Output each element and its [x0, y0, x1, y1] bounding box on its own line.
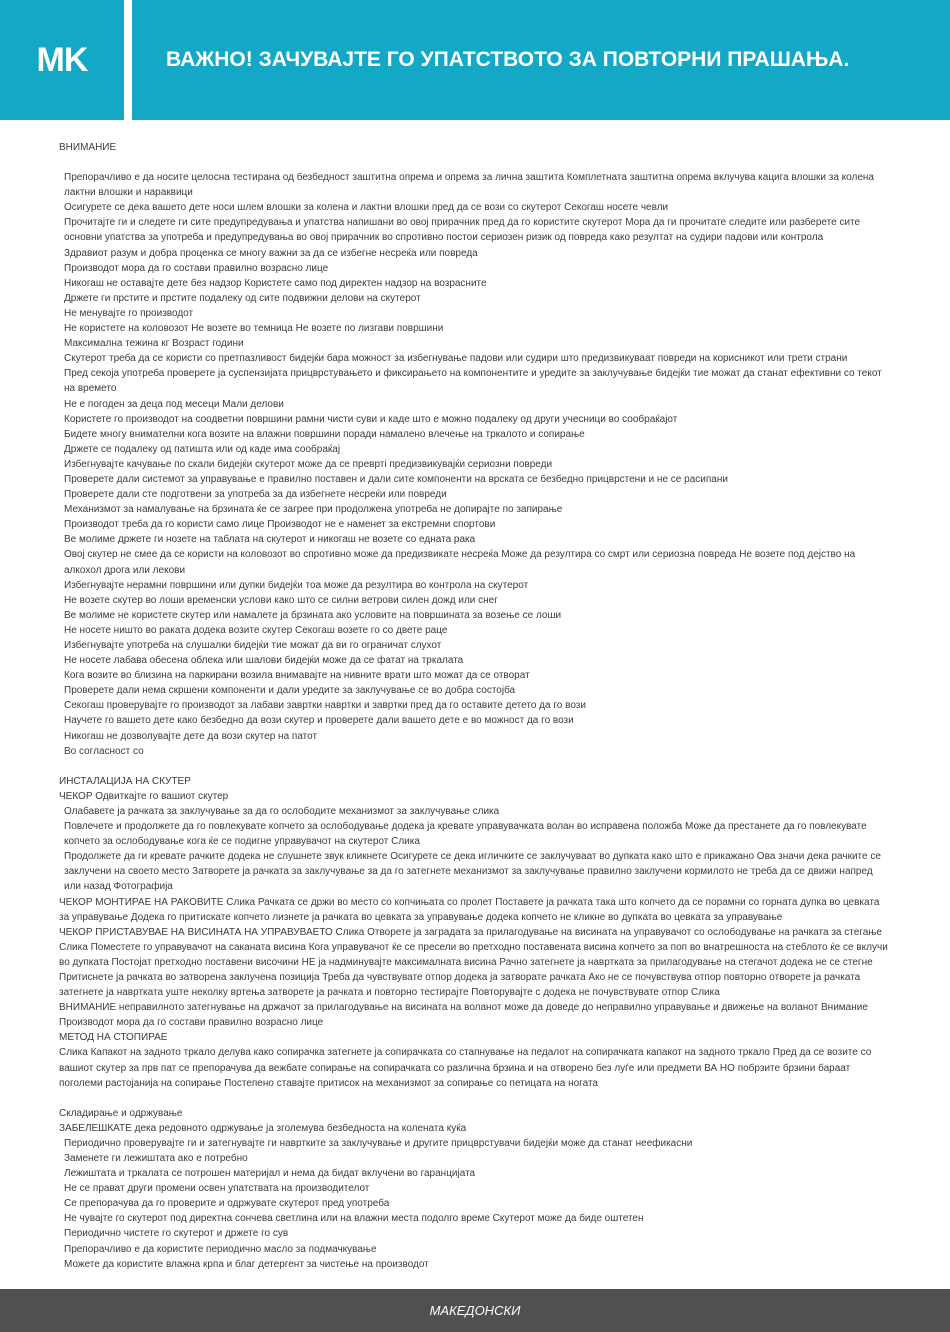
warning-item: Не носете лабава обесена облека или шалови бидејќи може да се фатат на тркалата [64, 655, 464, 667]
warning-item: Проверете дали системот за управување е правилно поставен и дали сите компоненти на врската се безбедно прицврстени и не се расипани [64, 473, 728, 485]
storage-item: Лежиштата и тркалата се потрошен материјал и нема да бидат вклучени во гаранцијата [64, 1168, 476, 1180]
warning-item: Механизмот за намалување на брзината ќе се загрее при продолжена употреба не допирајте по запирање [64, 504, 563, 516]
storage-item: Не чувајте го скутерот под директна сончева светлина или на влажни места подолго време Скутерот може да биде оштетен [64, 1213, 644, 1225]
warning-item: Не носете ништо во раката додека возите скутер Секогаш возете го со двете раце [64, 624, 448, 636]
warning-item: Проверете дали нема скршени компоненти и дали уредите за заклучување се во добра состојба [64, 685, 516, 697]
warning-item: Не користете на коловозот Не возете во темница Не возете по лизгави површини [64, 323, 444, 335]
warning-item: Производот треба да го користи само лице Производот не е наменет за екстремни спортови [64, 519, 496, 531]
warning-item: Ве молиме држете ги нозете на таблата на скутерот и никогаш не возете со едната рака [64, 534, 476, 546]
installation-heading: ИНСТАЛАЦИЈА НА СКУТЕР [59, 775, 191, 787]
warning-item: Во согласност со [64, 745, 144, 757]
warning-item: Не е погоден за деца под месеци Мали делови [64, 398, 284, 410]
storage-heading: Складирање и одржување [59, 1107, 183, 1119]
warning-item: Не возете скутер во лоши временски услови како што се силни ветрови силен дожд или снег [64, 594, 498, 606]
installation-line: МЕТОД НА СТОПИРАЕ [59, 1032, 168, 1044]
warning-item: Користете го производот на соодветни површини рамни чисти суви и каде што е можно подалеку од други учесници во сообраќајот [64, 413, 678, 425]
header-title-bar [132, 0, 950, 120]
warning-item: Никогаш не оставајте дете без надзор Користете само под директен надзор на возрасните [64, 277, 487, 289]
installation-line: Олабавете ја рачката за заклучување за да го ослободите механизмот за заклучување слика [64, 805, 500, 817]
header-divider [124, 0, 132, 120]
installation-line: Повлечете и продолжете да го повлекувате копчето за ослободување додека ја кревате управувачката волан во исправена положба Може да престанете да го повлекувате копчето за ослободување кога ќе се подигне управувачот на скутерот Слика [64, 821, 867, 848]
spacer [59, 759, 891, 774]
warning-item: Избегнувајте качување по скали бидејќи скутерот може да се превртi предизвикувајќи сериозни повреди [64, 458, 553, 470]
installation-line: ЧЕКОР ПРИСТАВУВАЕ НА ВИСИНАТА НА УПРАВУВАЕТО Слика Отворете ја заградата за прилагодување на висината на управувачот со ослободување на рачката за стегање Слика Поместете го управувачот на саканата висина Кога управувачот ќе се пресели во претходно поставената висина копчето за поп во внатрешноста на стеблото ќе се вклучи во дупката Постојат претходно поставени височини НЕ ја надминувајте максималната висина Рачно затегнете ја навртката за прилагодување на стегачот додека не се стегне Притиснете ја рачката во затворена заклучена позиција Треба да чувствувате отпор додека ја затворате рачката Ако не се почувствува отпор повторно отворете ја рачката затегнете ја навртката уште неколку вртења затворете ја рачката и повторно тестирајте Повторувајте с додека не почувствувате отпор Слика [59, 926, 888, 999]
warning-item: Секогаш проверувајте го производот за лабави завртки навртки и завртки пред да го оставите детето да го вози [64, 700, 586, 712]
storage-item: Заменете ги лежиштата ако е потребно [64, 1153, 248, 1164]
storage-list [59, 1136, 891, 1272]
warning-item: Избегнувајте употреба на слушалки бидејќи тие можат да ви го ограничат слухот [64, 640, 442, 651]
spacer [59, 155, 891, 170]
warning-item: Држете се подалеку од патишта или од каде има сообраќај [64, 443, 341, 455]
warning-heading: ВНИМАНИЕ [59, 142, 117, 153]
storage-item: Можете да користите влажна крпа и благ детергент за чистење на производот [64, 1258, 429, 1270]
warning-item: Овој скутер не смее да се користи на коловозот во спротивно може да предизвикате несреќа Може да резултира со смрт или сериозна повреда Не возете под дејство на алкохол дрога или лекови [64, 549, 856, 576]
warning-item: Прочитајте ги и следете ги сите предупредувања и упатства напишани во овој прирачник пред да го користите скутерот Мора да ги прочитате следите или разберете сите основни упатства за употреба и предупредувања во овој прирачник во спротивно постои сериозен ризик од повреда како резултат на судири падови или контрола [64, 217, 861, 244]
storage-item: Периодично проверувајте ги и затегнувајте ги навртките за заклучување и другите прицврстувачи бидејќи може да станат неефикасни [64, 1137, 693, 1149]
warning-item: Не менувајте го производот [64, 307, 194, 319]
storage-item: Не се прават други промени освен упатствата на производителот [64, 1183, 370, 1195]
warning-item: Скутерот треба да се користи со претпазливост бидејќи бара можност за избегнување падови или судири што предизвикуваат повреди на корисникот или трети страни [64, 353, 848, 365]
warning-item: Ве молиме не користете скутер или намалете ја брзината ако условите на површината за возење се лоши [64, 609, 562, 621]
installation-line: Продолжете да ги кревате рачките додека не слушнете звук кликнете Осигурете се дека игличките се заклучуваат во дупката како што е прикажано Ова значи дека рачките се заклучени на своето место Затворете ја рачката за заклучување за да го затегнете механизмот за заклучување правилно заклучени кормилото не треба да се движи напред или назад Фотографија [64, 851, 881, 893]
warning-item: Проверете дали сте подготвени за употреба за да избегнете несреќи или повреди [64, 489, 447, 501]
page-title: ВАЖНО! ЗАЧУВАЈТЕ ГО УПАТСТВОТО ЗА ПОВТОРНИ ПРАШАЊА. [166, 48, 850, 71]
manual-body [59, 140, 891, 1272]
storage-item: Се препорачува да го проверите и одржувате скутерот пред употреба [64, 1198, 390, 1210]
warning-item: Пред секоја употреба проверете ја суспензијата прицврстувањето и фиксирањето на компонентите и уредите за заклучување бидејќи тие можат да станат ефективни со текот на времето [64, 368, 882, 395]
warning-item: Препорачливо е да носите целосна тестирана од безбедност заштитна опрема и опрема за лична заштита Комплетната заштитна опрема вклучува кацига влошки за колена лактни влошки и нараквици [64, 172, 874, 199]
warning-item: Држете ги прстите и прстите подалеку од сите подвижни делови на скутерот [64, 292, 421, 304]
installation-line: ЧЕКОР Одвиткајте го вашиот скутер [59, 790, 229, 802]
warning-item: Бидете многу внимателни кога возите на влажни површини поради намалено влечење на тркалото и сопирање [64, 428, 585, 440]
footer-language-label: МАКЕДОНСКИ [429, 1303, 521, 1318]
warning-item: Кога возите во близина на паркирани возила внимавајте на нивните врати што можат да се отворат [64, 670, 530, 682]
storage-item: Препорачливо е да користите периодично масло за подмачкување [64, 1243, 377, 1255]
warning-item: Избегнувајте нерамни површини или дупки бидејќи тоа може да резултира во контрола на скутерот [64, 579, 529, 591]
warning-item: Осигурете се дека вашето дете носи шлем влошки за колена и лактни влошки пред да се вози со скутерот Секогаш носете чевли [64, 202, 669, 214]
installation-line: Слика Капакот на задното тркало делува како сопирачка затегнете ја сопирачката со стапнување на педалот на сопирачката капакот на задното тркало Пред да се возите со вашиот скутер за прв пат се препорачува да вежбате сопирање на сопирачката со различна брзина и на отворено без луѓе или предмети ВА НО побрзите брзини бараат поголеми растојанија на сопирање Постепено ставајте притисок на механизмот за сопирање со петицата на ногата [59, 1047, 872, 1089]
installation-line: ЧЕКОР МОНТИРАЕ НА РАКОВИТЕ Слика Рачката се држи во место со копчињата со пролет Поставете ја рачката така што копчето да се порамни со горната дупка во цевката за управување Додека го притискате копчето лизнете ја рачката во цевката за управување додека копчето не кликне во дупката во цевката за управување [59, 896, 880, 923]
language-badge [0, 0, 124, 120]
spacer [59, 1091, 891, 1106]
warning-item: Никогаш не дозволувајте дете да вози скутер на патот [64, 730, 318, 742]
warning-item: Максимална тежина кг Возраст години [64, 338, 244, 350]
warning-item: Здравиот разум и добра проценка се многу важни за да се избегне несреќа или повреда [64, 247, 478, 259]
page-footer [0, 1289, 950, 1332]
page-header [0, 0, 950, 120]
warnings-list [59, 170, 891, 759]
warning-item: Научете го вашето дете како безбедно да вози скутер и проверете дали вашето дете е во можност да го вози [64, 715, 574, 727]
storage-item: Периодично чистете го скутерот и држете го сув [64, 1228, 289, 1240]
installation-line: ВНИМАНИЕ неправилното затегнување на држачот за прилагодување на висината на воланот може да доведе до неправилно управување и движење на воланот Внимание Производот мора да го состави правилно возрасно лице [59, 1002, 868, 1029]
storage-note: ЗАБЕЛЕШКАТЕ дека редовното одржување ја зголемува безбедноста на колената куќа [59, 1122, 467, 1134]
warning-item: Производот мора да го состави правилно возрасно лице [64, 262, 329, 274]
installation-steps [59, 789, 891, 1091]
language-code: MK [36, 40, 88, 79]
